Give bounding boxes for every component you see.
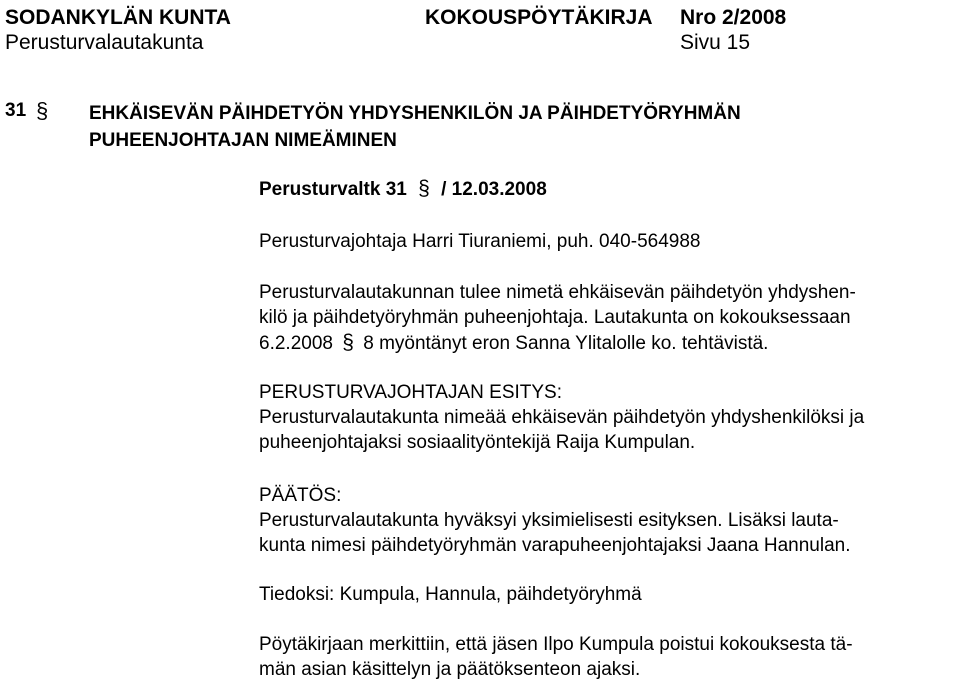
background-paragraph [259, 280, 959, 356]
proposal-heading: PERUSTURVAJOHTAJAN ESITYS: [259, 382, 562, 403]
note-line-1: Pöytäkirjaan merkittiin, että jäsen Ilpo Kumpula poistui kokouksesta tä- [259, 634, 853, 655]
section-mark: § [36, 98, 49, 123]
proposal-line-2: puheenjohtajaksi sosiaalityöntekijä Raija Kumpulan. [259, 432, 696, 453]
proposal-block [259, 380, 959, 455]
background-date: 6.2.2008 [259, 333, 333, 354]
committee-name: Perusturvalautakunta [5, 31, 204, 54]
document-number: Nro 2/2008 [680, 6, 787, 29]
background-section-mark: § [342, 331, 354, 354]
section-title [89, 100, 949, 154]
meeting-reference [259, 176, 959, 202]
meeting-section-mark: § [418, 177, 430, 200]
background-line-3 [259, 330, 959, 356]
section-title-line-2: PUHEENJOHTAJAN NIMEÄMINEN [89, 130, 397, 151]
meeting-date: / 12.03.2008 [441, 179, 547, 200]
background-line-2: kilö ja päihdetyöryhmän puheenjohtaja. Lautakunta on kokouksessaan [259, 307, 851, 328]
decision-block [259, 483, 959, 558]
decision-line-2: kunta nimesi päihdetyöryhmän varapuheenjohtajaksi Jaana Hannulan. [259, 535, 851, 556]
note-line-2: män asian käsittelyn ja päätöksenteon ajaksi. [259, 659, 641, 680]
document-type: KOKOUSPÖYTÄKIRJA [425, 6, 653, 29]
distribution-line: Tiedoksi: Kumpula, Hannula, päihdetyöryhmä [259, 584, 642, 605]
page-number: Sivu 15 [680, 31, 751, 54]
meeting-label: Perusturvaltk 31 [259, 179, 407, 200]
decision-line-1: Perusturvalautakunta hyväksyi yksimielisesti esityksen. Lisäksi lauta- [259, 510, 839, 531]
note-block [259, 632, 959, 682]
municipality-name: SODANKYLÄN KUNTA [5, 6, 231, 29]
decision-heading: PÄÄTÖS: [259, 485, 342, 506]
proposal-line-1: Perusturvalautakunta nimeää ehkäisevän päihdetyön yhdyshenkilöksi ja [259, 407, 865, 428]
preparer-line: Perusturvajohtaja Harri Tiuraniemi, puh. 040-564988 [259, 231, 701, 252]
section-number: 31 [5, 100, 27, 121]
background-text: 8 myöntänyt eron Sanna Ylitalolle ko. tehtävistä. [363, 333, 769, 354]
background-line-1: Perusturvalautakunnan tulee nimetä ehkäisevän päihdetyön yhdyshen- [259, 282, 856, 303]
section-title-line-1: EHKÄISEVÄN PÄIHDETYÖN YHDYSHENKILÖN JA PÄIHDETYÖRYHMÄN [89, 103, 741, 124]
